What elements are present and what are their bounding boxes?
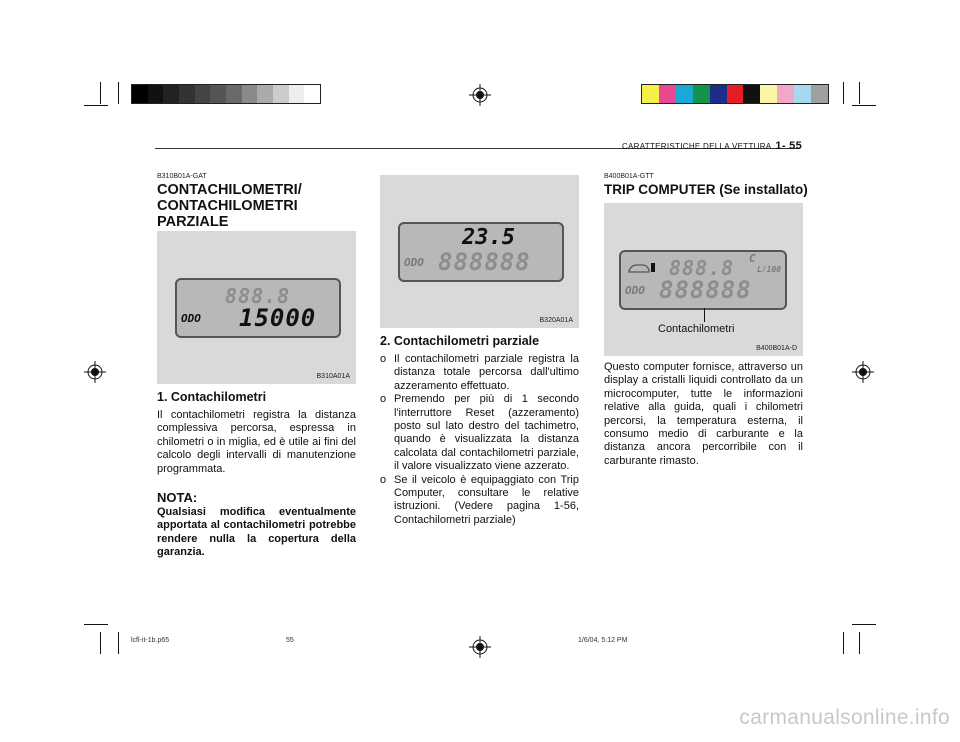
list-item: o Premendo per più di 1 secondo l'interruttore Reset (azzeramento) posto sul lato destro del tachimetro, quando è visualizzata la distanza calcolata dal contachilometri parziale, il valore visualizzato viene azzerato. (380, 393, 579, 473)
watermark: carmanualsonline.info (739, 706, 950, 729)
odo-label: ODO (625, 284, 645, 297)
lcd-display (175, 278, 341, 338)
heading-odometer: 1. Contachilometri (157, 390, 267, 404)
odo-value: 888888 (659, 276, 752, 304)
odo-label: ODO (404, 256, 424, 269)
registration-mark-icon (469, 84, 491, 106)
section-code: B400B01A-GTT (604, 173, 654, 180)
calibration-swatch (727, 85, 744, 103)
odo-value: 888888 (438, 248, 531, 276)
lcd-top-digits: 888.8 (669, 256, 735, 280)
footer-date: 1/6/04, 5:12 PM (578, 637, 628, 644)
calibration-swatch (676, 85, 693, 103)
footer-page: 55 (286, 637, 294, 644)
car-outline-icon (627, 261, 657, 275)
calibration-swatch (642, 85, 659, 103)
calibration-swatch (148, 85, 164, 103)
calibration-swatch (289, 85, 305, 103)
odo-value: 15000 (239, 304, 317, 332)
lcd-display (619, 250, 787, 310)
section-code: B310B01A-GAT (157, 173, 207, 180)
callout-line (704, 308, 705, 322)
odometer-figure (157, 231, 356, 384)
heading-trip-odometer: 2. Contachilometri parziale (380, 334, 540, 348)
bullet-list (380, 353, 579, 527)
registration-mark-icon (852, 361, 874, 383)
calibration-swatch (811, 85, 828, 103)
color-calibration-bar (641, 84, 829, 104)
calibration-swatch (777, 85, 794, 103)
list-item: o Il contachilometri parziale registra la distanza totale percorsa dall'ultimo azzeramento effettuato. (380, 353, 579, 392)
figure-code: B310A01A (316, 373, 350, 380)
lcd-trip-digits: 23.5 (462, 225, 515, 250)
calibration-swatch (273, 85, 289, 103)
footer-file: lcfl-it-1b.p65 (131, 637, 170, 644)
calibration-swatch (659, 85, 676, 103)
calibration-swatch (210, 85, 226, 103)
calibration-swatch (693, 85, 710, 103)
note-title: NOTA: (157, 490, 198, 505)
calibration-swatch (163, 85, 179, 103)
calibration-swatch (710, 85, 727, 103)
grayscale-calibration-bar (131, 84, 321, 104)
unit-liters-per-100km: L/100 (757, 265, 782, 274)
calibration-swatch (760, 85, 777, 103)
calibration-swatch (132, 85, 148, 103)
callout-label: Contachilometri (658, 323, 735, 335)
figure-code: B400B01A-D (756, 345, 797, 352)
figure-code: B320A01A (539, 317, 573, 324)
calibration-swatch (226, 85, 242, 103)
page-number: 1- 55 (775, 140, 802, 152)
calibration-swatch (179, 85, 195, 103)
trip-computer-figure (604, 203, 803, 356)
paragraph-odometer: Il contachilometri registra la distanza complessiva percorsa, espressa in chilometri o in miglia, ed è utile ai fini del calcolo degli intervalli di manutenzione programmata. (157, 409, 356, 475)
unit-celsius: C (749, 252, 756, 265)
note-text: Qualsiasi modifica eventualmente apportata al contachilometri potrebbe rendere nulla la copertura della garanzia. (157, 506, 356, 559)
calibration-swatch (794, 85, 811, 103)
page-header (622, 140, 802, 152)
trip-odometer-figure (380, 175, 579, 328)
section-title-odometer: CONTACHILOMETRI/ CONTACHILOMETRI PARZIALE (157, 182, 302, 230)
paragraph-trip-computer: Questo computer fornisce, attraverso un display a cristalli liquidi controllato da un microcomputer, tutte le informazioni relative alla guida, quali i chilometri percorsi, la temperatura esterna, il consumo medio di carburante e la distanza ancora percorribile con il carburante rimasto. (604, 361, 803, 467)
lcd-top-digits: 888.8 (225, 284, 291, 308)
section-title: CARATTERISTICHE DELLA VETTURA (621, 142, 772, 151)
calibration-swatch (242, 85, 258, 103)
registration-mark-icon (84, 361, 106, 383)
list-item: o Se il veicolo è equipaggiato con Trip Computer, consultare le relative istruzioni. (Vedere pagina 1-56, Contachilometri parziale) (380, 473, 579, 526)
calibration-swatch (195, 85, 211, 103)
section-title-trip-computer: TRIP COMPUTER (Se installato) (604, 182, 808, 197)
calibration-swatch (743, 85, 760, 103)
registration-mark-icon (469, 636, 491, 658)
odo-label: ODO (181, 312, 201, 325)
calibration-swatch (257, 85, 273, 103)
lcd-display (398, 222, 564, 282)
calibration-swatch (304, 85, 320, 103)
